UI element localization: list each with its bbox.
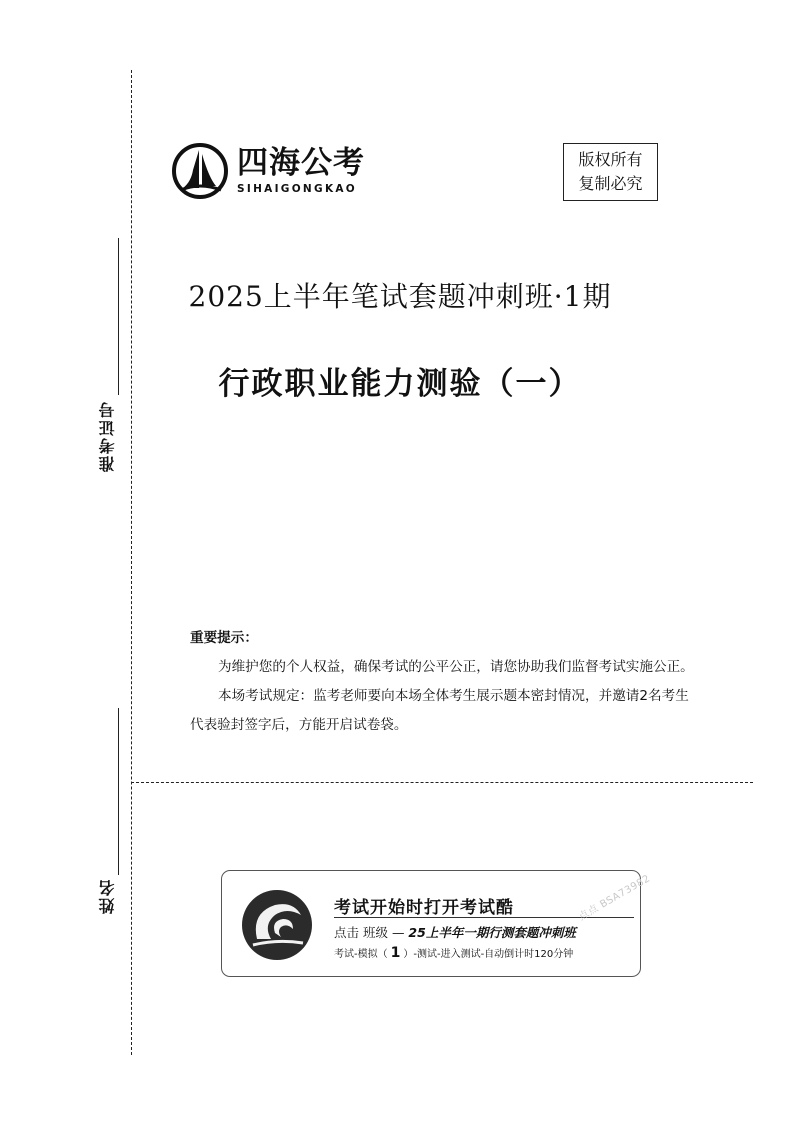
copyright-box xyxy=(563,143,658,201)
name-blank-line xyxy=(118,708,119,875)
banner-steps-suffix: ）-测试-进入测试-自动倒计时120分钟 xyxy=(403,949,574,960)
logo-name-en: SIHAIGONGKAO xyxy=(237,182,358,195)
banner-heading: 考试开始时打开考试酷 xyxy=(334,898,514,918)
banner-steps-number: 1 xyxy=(390,945,401,961)
sihai-logo xyxy=(171,142,365,200)
exam-id-label: 准考证号 xyxy=(98,400,117,472)
copyright-line: 复制必究 xyxy=(578,174,643,193)
vertical-fold-line xyxy=(131,70,132,1055)
name-label: 姓名 xyxy=(98,878,117,914)
banner-click-class: 点击 班级 — xyxy=(334,925,409,940)
important-notice xyxy=(190,624,700,740)
watermark-text: 点点 BSA73982 xyxy=(577,873,653,923)
notice-paragraph: 本场考试规定：监考老师要向本场全体考生展示题本密封情况，并邀请2名考生代表验封签字后，方能开启试卷袋。 xyxy=(190,688,689,733)
banner-course-name: 25上半年一期行测套题冲刺班 xyxy=(408,925,576,940)
exam-subtitle: 2025上半年笔试套题冲刺班·1期 xyxy=(188,280,612,313)
sailboat-logo-icon xyxy=(171,142,229,200)
banner-instruction xyxy=(334,923,576,941)
wave-app-icon xyxy=(241,889,313,961)
logo-name-cn: 四海公考 xyxy=(237,144,365,181)
exam-app-banner xyxy=(221,870,641,977)
exam-title: 行政职业能力测验（一） xyxy=(218,366,582,402)
banner-steps-prefix: 考试-模拟（ xyxy=(334,949,388,960)
copyright-line: 版权所有 xyxy=(578,150,643,169)
banner-steps xyxy=(334,945,573,961)
notice-paragraph: 为维护您的个人权益，确保考试的公平公正，请您协助我们监督考试实施公正。 xyxy=(218,659,694,675)
notice-heading: 重要提示： xyxy=(190,630,258,646)
horizontal-cut-line xyxy=(131,782,753,783)
